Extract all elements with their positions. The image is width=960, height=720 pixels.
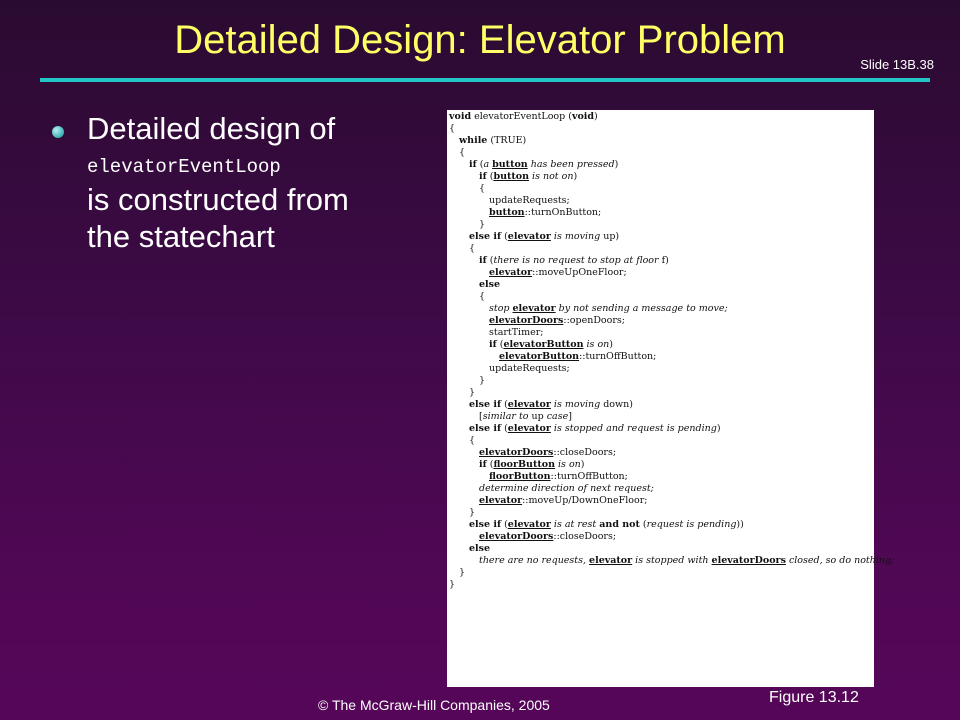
code-line — [469, 507, 475, 519]
code-token: [ — [479, 411, 483, 422]
code-token: if — [489, 339, 497, 350]
code-token: elevator — [589, 555, 633, 566]
code-token: a — [483, 159, 493, 170]
code-line — [489, 315, 625, 327]
code-line — [479, 411, 572, 423]
code-token: and not — [599, 519, 640, 530]
code-token: is at rest — [550, 519, 600, 530]
code-line — [479, 555, 894, 567]
code-line — [469, 387, 475, 399]
code-line — [469, 231, 619, 243]
code-token: )) — [736, 519, 744, 530]
code-line — [479, 531, 616, 543]
code-token: if — [479, 171, 487, 182]
code-token: up) — [600, 231, 620, 242]
code-token: ( — [496, 339, 504, 350]
code-token: else if — [469, 423, 502, 434]
code-token: is stopped and request is pending — [550, 423, 717, 434]
code-token: is moving — [550, 231, 601, 242]
code-token: elevator — [507, 231, 551, 242]
code-token: is on — [583, 339, 610, 350]
code-token: f) — [658, 255, 669, 266]
code-line — [469, 243, 475, 255]
code-line — [469, 423, 721, 435]
code-token: request is pending — [646, 519, 737, 530]
code-line — [489, 339, 613, 351]
code-line — [469, 399, 633, 411]
code-token: elevatorDoors — [479, 531, 554, 542]
code-token: up — [528, 411, 547, 422]
code-line — [449, 579, 455, 591]
title-divider — [40, 78, 930, 82]
code-token: elevatorDoors — [479, 447, 554, 458]
code-token: elevator — [507, 519, 551, 530]
code-line — [479, 219, 485, 231]
code-token: ( — [486, 255, 494, 266]
code-token: updateRequests; — [489, 363, 570, 374]
code-token: } — [469, 387, 476, 398]
code-line — [449, 123, 455, 135]
code-line — [489, 195, 570, 207]
slide-number: Slide 13B.38 — [860, 57, 934, 72]
code-token: ( — [476, 159, 484, 170]
code-token: if — [479, 255, 487, 266]
code-token: void — [571, 111, 595, 122]
code-line — [479, 291, 485, 303]
code-token: is stopped with — [632, 555, 712, 566]
code-token: void — [449, 111, 472, 122]
code-token: there are no requests, — [479, 555, 590, 566]
code-line — [479, 447, 616, 459]
code-token: ::closeDoors; — [553, 531, 617, 542]
code-token: floorButton — [489, 471, 551, 482]
code-token: ) — [614, 159, 619, 170]
code-token: else — [479, 279, 501, 290]
code-line — [469, 519, 744, 531]
code-token: button — [489, 207, 525, 218]
code-token: elevatorButton — [503, 339, 584, 350]
code-token: ::moveUpOneFloor; — [532, 267, 627, 278]
code-token: is moving — [550, 399, 601, 410]
code-line — [479, 495, 647, 507]
code-token: elevator — [512, 303, 556, 314]
code-token: button — [493, 171, 530, 182]
bullet-icon — [52, 126, 64, 138]
code-token: } — [459, 567, 466, 578]
code-token: elevatorDoors — [489, 315, 564, 326]
bullet-line-2: is constructed from the statechart — [87, 182, 349, 254]
code-token: elevator — [507, 399, 551, 410]
code-token: ( — [501, 231, 508, 242]
code-line — [489, 207, 601, 219]
code-line — [479, 483, 654, 495]
code-token: by not sending a message to move; — [555, 303, 728, 314]
code-line — [469, 543, 490, 555]
code-token: determine direction of next request; — [479, 483, 654, 494]
code-token: elevator — [489, 267, 533, 278]
bullet-code-term: elevatorEventLoop — [87, 156, 281, 178]
code-token: { — [469, 243, 476, 254]
code-token: { — [469, 435, 476, 446]
code-token: else if — [469, 399, 502, 410]
figure-label: Figure 13.12 — [769, 689, 859, 706]
code-token: ) — [573, 171, 578, 182]
code-token: ::closeDoors; — [553, 447, 617, 458]
code-line — [489, 267, 627, 279]
figure-code-listing — [447, 110, 895, 687]
code-token: ( — [501, 399, 508, 410]
code-line — [449, 111, 598, 123]
code-token: if — [479, 459, 487, 470]
code-line — [479, 171, 577, 183]
code-token: { — [479, 291, 486, 302]
code-token: ( — [486, 459, 494, 470]
code-token: else if — [469, 519, 502, 530]
code-line — [479, 375, 485, 387]
code-token: } — [449, 579, 456, 590]
copyright-notice: © The McGraw-Hill Companies, 2005 — [318, 697, 550, 713]
code-token: updateRequests; — [489, 195, 570, 206]
bullet-text — [87, 110, 367, 255]
slide-title: Detailed Design: Elevator Problem — [174, 18, 786, 62]
code-line — [459, 147, 465, 159]
code-token: while — [459, 135, 488, 146]
code-line — [479, 255, 669, 267]
code-token: has been pressed — [527, 159, 615, 170]
code-token: button — [492, 159, 528, 170]
code-token: is not on — [529, 171, 574, 182]
code-token: ::moveUp/DownOneFloor; — [522, 495, 648, 506]
code-token: ( — [486, 171, 494, 182]
code-token: (TRUE) — [487, 135, 527, 146]
code-token: ::turnOnButton; — [524, 207, 602, 218]
code-token: elevatorButton — [499, 351, 580, 362]
code-line — [499, 351, 656, 363]
code-token: similar to — [482, 411, 529, 422]
code-token: } — [479, 219, 486, 230]
code-token: ) — [580, 459, 585, 470]
code-token: } — [479, 375, 486, 386]
code-token: ::openDoors; — [563, 315, 625, 326]
code-token: down) — [600, 399, 633, 410]
code-line — [469, 159, 618, 171]
code-token: { — [479, 183, 486, 194]
code-token: ( — [501, 423, 508, 434]
code-token: ( — [639, 519, 647, 530]
code-line — [459, 567, 465, 579]
code-token: is on — [554, 459, 581, 470]
code-token: } — [469, 507, 476, 518]
code-token: ::turnOffButton; — [579, 351, 657, 362]
code-token: case — [546, 411, 569, 422]
code-token: else — [469, 543, 491, 554]
code-token: there is no request to stop at floor — [493, 255, 659, 266]
code-token: ] — [568, 411, 572, 422]
code-line — [479, 183, 485, 195]
code-token: closed, so do nothing; — [785, 555, 895, 566]
code-token: elevatorEventLoop ( — [471, 111, 572, 122]
code-line — [459, 135, 526, 147]
code-line — [469, 435, 475, 447]
code-token: floorButton — [493, 459, 555, 470]
code-token: if — [469, 159, 477, 170]
code-token: ) — [716, 423, 721, 434]
code-token: startTimer; — [489, 327, 544, 338]
code-token: { — [449, 123, 456, 134]
code-token: ) — [609, 339, 614, 350]
code-token: elevator — [479, 495, 523, 506]
code-line — [489, 471, 628, 483]
code-line — [489, 327, 543, 339]
code-token: elevatorDoors — [711, 555, 786, 566]
code-line — [479, 279, 500, 291]
code-token: { — [459, 147, 466, 158]
code-token: stop — [489, 303, 513, 314]
code-token: ( — [501, 519, 508, 530]
code-line — [489, 363, 570, 375]
code-line — [489, 303, 728, 315]
code-token: elevator — [507, 423, 551, 434]
code-line — [479, 459, 585, 471]
code-token: ) — [594, 111, 598, 122]
bullet-line-1: Detailed design of — [87, 111, 336, 146]
code-token: ::turnOffButton; — [550, 471, 628, 482]
code-token: else if — [469, 231, 502, 242]
